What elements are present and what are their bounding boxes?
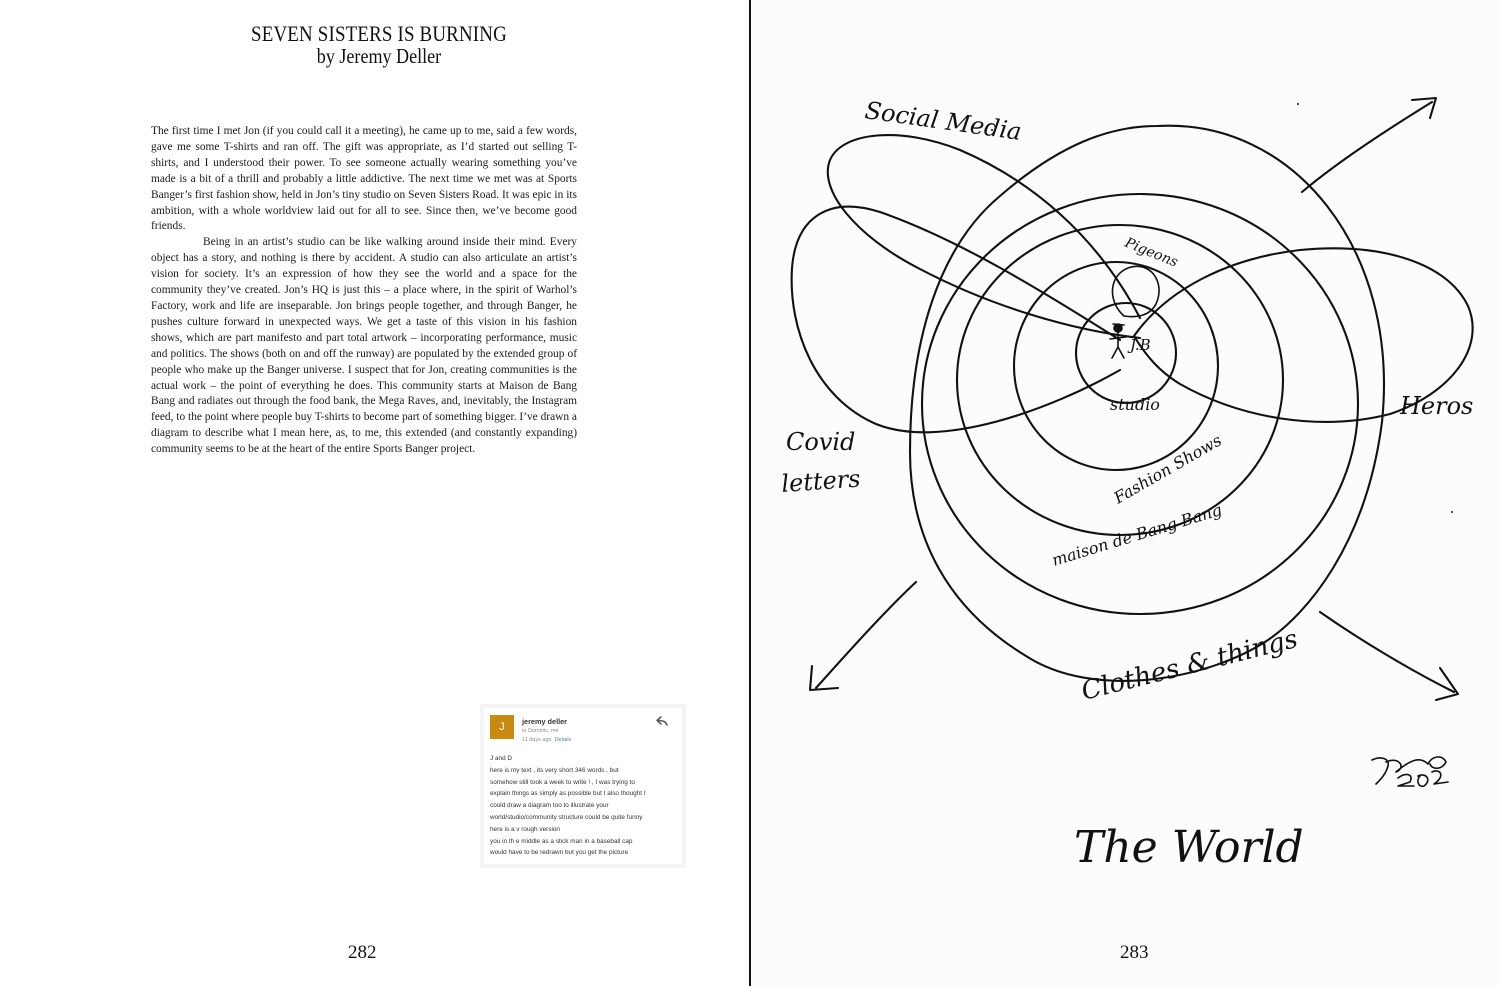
arrow-down-left [810, 582, 916, 690]
label-social-media: Social Media [863, 96, 1024, 146]
lobe-social-media [828, 135, 1140, 338]
ink-dot [1297, 103, 1299, 105]
community-diagram [751, 0, 1500, 986]
email-body-line: world/studio/community structure could be quite funny [490, 813, 643, 821]
label-studio: studio [1110, 395, 1160, 414]
email-sender: jeremy deller [522, 717, 568, 726]
essay-paragraph-1: The first time I met Jon (if you could call it a meeting), he came up to me, said a few words, gave me some T-shirts and ran off. The gift was appropriate, as I’d started out selling T-shirts, and I understood their power. To see someone actually wearing something you’ve made is a bit of a thrill and probably a little addictive. The next time we met was at Sports Banger’s first fashion show, held in Jon’s tiny studio on Seven Sisters Road. It was epic in its ambition, with a whole worldview laid out for all to see. Since then, we’ve become good friends. [151, 125, 577, 233]
email-message [484, 708, 682, 864]
page-number-left: 282 [348, 942, 377, 963]
label-letters: letters [780, 464, 862, 498]
email-body-line: somehow still took a week to write ! , I was trying to [490, 778, 635, 786]
email-body-line: J and D [490, 755, 513, 762]
label-clothes-and-things: Clothes & things [1078, 624, 1301, 707]
page-number-right: 283 [1120, 942, 1149, 963]
ink-dot [1451, 511, 1453, 513]
label-maison-de-bang-bang: maison de Bang Bang [1049, 500, 1225, 570]
email-screenshot [480, 704, 686, 868]
email-body-line: explain things as simply as possible but I also thought I [490, 790, 646, 798]
email-body-line: here is my text , its very short 346 words , but [490, 766, 619, 774]
byline: by Jeremy Deller [316, 44, 442, 68]
arrow-down-right [1320, 612, 1458, 700]
email-recipients: to Dominic, me [522, 728, 559, 734]
email-body [490, 753, 684, 859]
sender-avatar: J [490, 715, 514, 739]
lobe-covid-letters [792, 207, 1120, 433]
reply-arrow-icon[interactable] [656, 716, 668, 726]
label-heros: Heros [1400, 392, 1474, 420]
label-the-world: The World [1074, 822, 1304, 873]
email-time: 11 days ago [522, 737, 552, 743]
email-body-line: would have to be redrawn but you get the picture [490, 849, 629, 857]
artist-signature [1372, 757, 1448, 786]
email-meta [522, 737, 571, 743]
email-body-line: here is a v rough version [490, 825, 560, 833]
email-body-line: you in th e middle as a stick man in a baseball cap [490, 837, 633, 845]
arrow-up-right [1302, 98, 1436, 192]
label-fashion-shows: Fashion Shows [1110, 430, 1225, 508]
stick-man-icon [1110, 324, 1126, 358]
ring-jb [1076, 303, 1176, 403]
page-title: SEVEN SISTERS IS BURNING [251, 21, 507, 46]
email-details-link[interactable]: Details [554, 737, 572, 743]
essay-paragraph-2: Being in an artist’s studio can be like walking around inside their mind. Every object has a story, and nothing is there by accident. A studio can also articulate an artist’s vision for society. It’s an expression of how they see the world and a space for the community they’ve created. Jon’s HQ is just this – a place where, in the spirit of Warhol’s Factory, work and life are inseparable. Jon brings people together, and through Banger, he pushes culture forward in unexpected ways. We get a taste of this vision in his fashion shows, which are part manifesto and part total artwork – incorporating performance, music and politics. The shows (both on and off the runway) are populated by the extended group of people who make up the Banger universe. I suspect that for Jon, creating communities is the actual work – the point of everything he does. This community starts at Maison de Bang Bang and radiates out through the food bank, the Mega Raves, and, inevitably, the Instagram feed, to the point where people buy T-shirts to become part of something bigger. I’ve drawn a diagram to describe what I mean here, as, to me, this extended (and constantly expanding) community seems to be at the heart of the entire Sports Banger project. [151, 236, 577, 456]
email-body-line: could draw a diagram too to illustrate your [490, 802, 609, 810]
label-jb: J.B [1130, 336, 1151, 354]
essay-text [151, 124, 577, 458]
label-pigeons: Pigeons [1122, 234, 1181, 271]
label-covid: Covid [786, 428, 856, 456]
